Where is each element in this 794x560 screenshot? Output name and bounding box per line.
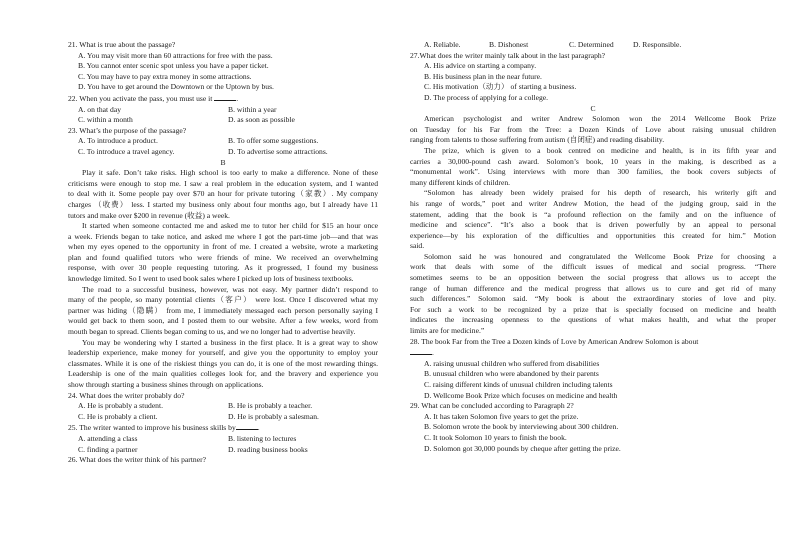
passage-c-line: on Tuesday for his Far from the Tree: a Dozen Kinds of Love about raising unusual children xyxy=(410,124,776,134)
passage-c-line: American psychologist and writer Andrew Solomon won the 2014 Wellcome Book Prize xyxy=(424,114,776,124)
passage-c-line: “monumental work”. Using interviews with more than 300 families, the book covers subjects of xyxy=(410,167,776,177)
question-27-option-c: C. His motivation（动力） of starting a business. xyxy=(424,82,577,92)
question-26-stem: 26. What does the writer think of his partner? xyxy=(68,455,206,465)
question-28-blank-line: . xyxy=(410,347,776,359)
passage-c-line: said. xyxy=(410,241,425,251)
passage-b-line: knowledge limited. So I went to used book sales where I picked up lots of business textbooks. xyxy=(68,274,354,284)
passage-c-line: range of human difference and the medical progress that allows us to cure and get rid of many xyxy=(410,283,776,293)
question-24-stem: 24. What does the writer probably do? xyxy=(68,390,185,400)
passage-b-line: Play it safe. Don’t take risks. High school is too early to make a difference. None of these xyxy=(82,168,378,178)
question-23-options-row-1 xyxy=(68,136,378,147)
question-23-stem: 23. What’s the purpose of the passage? xyxy=(68,125,187,135)
question-25-stem-line: 25. The writer wanted to improve his business skills by . xyxy=(68,423,260,433)
question-29-option-a: A. It has taken Solomon five years to get the prize. xyxy=(424,411,579,421)
question-23-option-a: A. To introduce a product. xyxy=(78,136,158,146)
passage-b-line: mouth began to spread. Clients began coming to us, and we no longer had to advertise heavily. xyxy=(68,327,356,337)
question-28-option-a: A. raising unusual children who suffered from disabilities xyxy=(424,358,600,368)
question-27-option-b: B. His business plan in the near future. xyxy=(424,71,542,81)
passage-b-line: plan and found qualified tutors who were friends of mine. We received an overwhelming xyxy=(68,252,378,262)
passage-b-line: a week. Friends began to take notice, and asked me where I got the part-time job—and that was xyxy=(68,231,378,241)
passage-c-line: The prize, which is given to a book centred on medicine and health, is in its fifth year and xyxy=(424,145,776,155)
question-25-option-b: B. listening to lectures xyxy=(228,433,297,443)
question-29-stem: 29. What can be concluded according to Paragraph 2? xyxy=(410,401,574,411)
question-28-stem: 28. The book Far from the Tree a Dozen kinds of Love by American Andrew Solomon is about xyxy=(410,336,699,346)
question-24-option-c: C. He is probably a client. xyxy=(78,411,158,421)
passage-c-line: carries a 30,000-pound cash award. Solomon’s book, 10 years in the making, is described as a xyxy=(410,156,776,166)
question-24-option-a: A. He is probably a student. xyxy=(78,401,163,411)
question-26-option-a: A. Reliable. xyxy=(424,40,461,49)
question-24-options-row-2 xyxy=(68,412,378,423)
question-24-option-b: B. He is probably a teacher. xyxy=(228,401,313,411)
question-23-option-d: D. To advertise some attractions. xyxy=(228,146,328,156)
passage-c-line: limits are for medicine.” xyxy=(410,326,485,336)
section-b-heading: B xyxy=(220,157,226,167)
question-21-option-d: D. You have to get around the Downtown or the Uptown by bus. xyxy=(78,82,274,92)
question-26-option-c: C. Determined xyxy=(569,40,614,49)
passage-c-line: Solomon said he was honoured and congratulated the Wellcome Book Prize for choosing a xyxy=(424,251,776,261)
question-25-option-d: D. reading business books xyxy=(228,444,308,454)
passage-c-line: work that deals with some of the difficult issues of medical and social progress. “There xyxy=(410,262,776,272)
passage-b-line: response, with over 30 people requesting tutoring. As it progressed, I found my business xyxy=(68,263,378,273)
passage-c-line: indicates the increasing openness to the questions of what makes health, and what the proper xyxy=(410,315,776,325)
passage-c-line: ranging from talents to those suffering from autism (自闭症) and reading disability. xyxy=(410,135,665,145)
question-22-option-d: D. as soon as possible xyxy=(228,115,295,125)
question-22-stem-line: 22. When you activate the pass, you must use it . xyxy=(68,93,239,103)
passage-b-line: Leadership is one of the main qualities colleges look for, and the bravery and experience you xyxy=(68,369,378,379)
passage-b-line: tutors and make over $200 in revenue (收益) a week. xyxy=(68,210,230,220)
passage-c-line: his range of words,” poet and writer Andrew Motion, the head of the judging group, said in the xyxy=(410,198,776,208)
passage-b-line: many of the people, so many potential clients（客户） were lost. Once I discovered what my xyxy=(68,295,378,305)
question-23-options-row-2 xyxy=(68,147,378,158)
question-21-option-c: C. You may have to pay extra money in some attractions. xyxy=(78,71,252,81)
question-22-options-row-1 xyxy=(68,105,378,116)
passage-b-line: to deal with it. Some people pay over $70 an hour for private tutoring（家教）. My company xyxy=(68,189,378,199)
question-25-options-row-2 xyxy=(68,445,378,456)
passage-b-line: It started when someone contacted me and asked me to tutor her child for $15 an hour once xyxy=(82,221,378,231)
question-25-options-row-1 xyxy=(68,434,378,445)
passage-c-line: For such a work to be recognized by a prize that is specially focused on medicine and health xyxy=(410,304,776,314)
passage-b-line: The road to a successful business, however, was not easy. My partner didn’t respond to xyxy=(82,284,378,294)
answer-blank xyxy=(236,422,258,430)
question-22-option-b: B. within a year xyxy=(228,104,277,114)
passage-c-line: medicine and science”. “It’s also a book that is driven powerfully by an appeal to personal xyxy=(410,220,776,230)
question-24-options-row-1 xyxy=(68,401,378,412)
question-28-option-d: D. Wellcome Book Prize which focuses on medicine and health xyxy=(424,390,618,400)
passage-b-line: charges （收费） less. I started my business only about four months ago, but I already have 11 xyxy=(68,199,378,209)
question-27-option-a: A. His advice on starting a company. xyxy=(424,61,537,71)
passage-c-line: experience—by his exploration of the difficulties and opportunities this created for him.” Motion xyxy=(410,230,776,240)
passage-b-line: classmates. While it is one of the riskiest things you can do, it is one of the most rewarding things. xyxy=(68,358,378,368)
passage-b-line: partner was hiding（隐瞒） from me, I immediately messaged each person personally saying I xyxy=(68,305,378,315)
question-29-option-c: C. It took Solomon 10 years to finish the book. xyxy=(424,432,567,442)
question-24-option-d: D. He is probably a salesman. xyxy=(228,411,319,421)
question-25-stem: 25. The writer wanted to improve his business skills by xyxy=(68,423,236,433)
question-23-option-b: B. To offer some suggestions. xyxy=(228,136,319,146)
passage-c-line: many different kinds of children. xyxy=(410,177,511,187)
question-22-option-c: C. within a month xyxy=(78,115,133,125)
answer-blank xyxy=(410,347,432,355)
passage-c-line: such differences.” Solomon said. “My book is about the extraordinary stories of love and pity. xyxy=(410,294,776,304)
left-column xyxy=(68,40,378,466)
passage-b-line: leadership experience, make money for yourself, and give you the opportunity to employ your xyxy=(68,348,378,358)
question-26-options-row xyxy=(410,40,776,51)
question-22-stem: 22. When you activate the pass, you must use it xyxy=(68,93,213,103)
passage-b-line: You may be wondering why I started a business in the first place. It is a great way to show xyxy=(82,337,378,347)
question-25-option-a: A. attending a class xyxy=(78,433,138,443)
question-28-option-b: B. unusual children who were abandoned by their parents xyxy=(424,369,599,379)
question-29-option-d: D. Solomon got 30,000 pounds by cheque after getting the prize. xyxy=(424,443,621,453)
question-23-option-c: C. To introduce a travel agency. xyxy=(78,146,175,156)
answer-blank xyxy=(214,93,236,101)
passage-c-line: “Solomon has already been widely praised for his depth of research, his writerly gift and xyxy=(424,188,776,198)
question-26-option-b: B. Dishonest xyxy=(489,40,529,49)
question-21-option-a: A. You may visit more than 60 attractions for free with the pass. xyxy=(78,50,273,60)
section-c-heading: C xyxy=(590,103,596,113)
question-29-option-b: B. Solomon wrote the book by interviewing about 300 children. xyxy=(424,422,619,432)
question-21-stem: 21. What is true about the passage? xyxy=(68,40,176,49)
question-26-option-d: D. Responsible. xyxy=(633,40,682,49)
question-22-options-row-2 xyxy=(68,115,378,126)
passage-c-line: sometimes seems to be an opposition between the social progress that allows us to accept the xyxy=(410,273,776,283)
right-column xyxy=(410,40,776,454)
question-27-stem: 27.What does the writer mainly talk about in the last paragraph? xyxy=(410,50,606,60)
question-22-option-a: A. on that day xyxy=(78,104,122,114)
passage-b-line: when my eyes opened to the opportunity in front of me. I created a website, wrote a marketing xyxy=(68,242,378,252)
question-25-option-c: C. finding a partner xyxy=(78,444,138,454)
passage-b-line: would get back to them soon, and I posted them to our website. After a few weeks, word from xyxy=(68,316,378,326)
passage-b-line: criticisms were enough to stop me. I saw a real problem in the education system, and I wanted xyxy=(68,178,378,188)
question-28-option-c: C. raising different kinds of unusual children including talents xyxy=(424,380,613,389)
passage-c-line: statement, adding that the book is “a profound reflection on the family and on the influence of xyxy=(410,209,776,219)
question-21-option-b: B. You cannot enter scenic spot unless you have a paper ticket. xyxy=(78,61,269,71)
question-27-option-d: D. The process of applying for a college. xyxy=(424,92,549,102)
passage-b-line: show through starting a business shines through on applications. xyxy=(68,380,264,389)
